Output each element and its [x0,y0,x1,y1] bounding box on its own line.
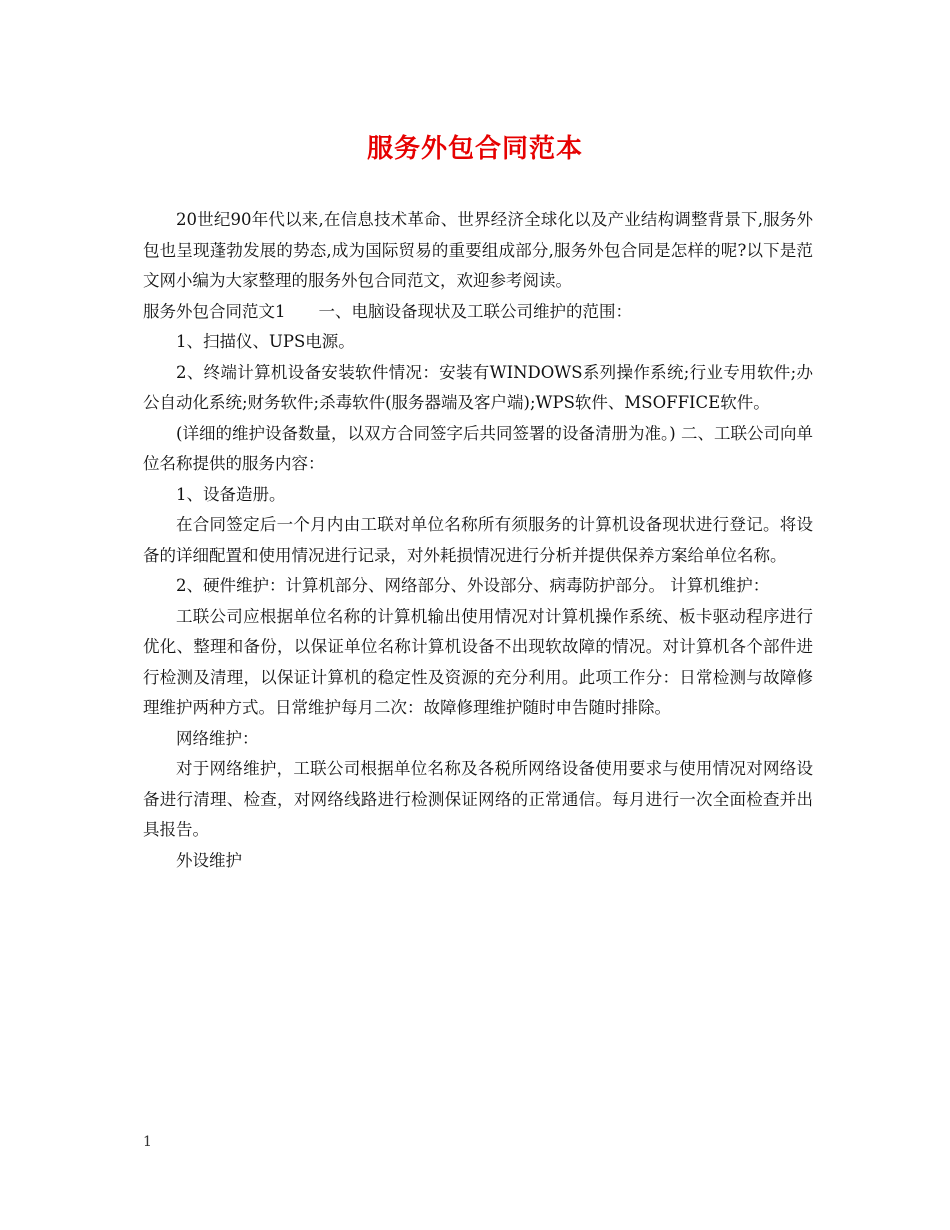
document-body [143,205,813,876]
page-number: 1 [143,1134,152,1150]
paragraph: 对于网络维护，工联公司根据单位名称及各税所网络设备使用要求与使用情况对网络设备进行清理、检查，对网络线路进行检测保证网络的正常通信。每月进行一次全面检查并出具报告。 [143,759,813,839]
paragraph: 2、终端计算机设备安装软件情况：安装有WINDOWS系列操作系统;行业专用软件;办公自动化系统;财务软件;杀毒软件(服务器端及客户端);WPS软件、MSOFFICE软件。 [143,362,813,412]
paragraph: 20世纪90年代以来,在信息技术革命、世界经济全球化以及产业结构调整背景下,服务外包也呈现蓬勃发展的势态,成为国际贸易的重要组成部分,服务外包合同是怎样的呢?以下是范文网小编为大家整理的服务外包合同范文，欢迎参考阅读。 [143,210,813,290]
paragraph: 1、设备造册。 [176,484,286,504]
paragraph: 工联公司应根据单位名称的计算机输出使用情况对计算机操作系统、板卡驱动程序进行优化、整理和备份，以保证单位名称计算机设备不出现软故障的情况。对计算机各个部件进行检测及清理，以保证计算机的稳定性及资源的充分利用。此项工作分：日常检测与故障修理维护两种方式。日常维护每月二次：故障修理维护随时申告随时排除。 [143,606,813,717]
paragraph: 外设维护 [176,850,242,870]
paragraph: 1、扫描仪、UPS电源。 [176,332,355,351]
paragraph: 网络维护： [176,728,259,748]
paragraph: 服务外包合同范文1 一、电脑设备现状及工联公司维护的范围： [143,301,632,321]
paragraph: 2、硬件维护：计算机部分、网络部分、外设部分、病毒防护部分。 计算机维护： [176,576,770,595]
paragraph: 在合同签定后一个月内由工联对单位名称所有须服务的计算机设备现状进行登记。将设备的详细配置和使用情况进行记录，对外耗损情况进行分析并提供保养方案给单位名称。 [143,515,813,565]
paragraph: (详细的维护设备数量，以双方合同签字后共同签署的设备清册为准。) 二、工联公司向单位名称提供的服务内容： [143,423,813,473]
document-title: 服务外包合同范本 [366,134,583,164]
